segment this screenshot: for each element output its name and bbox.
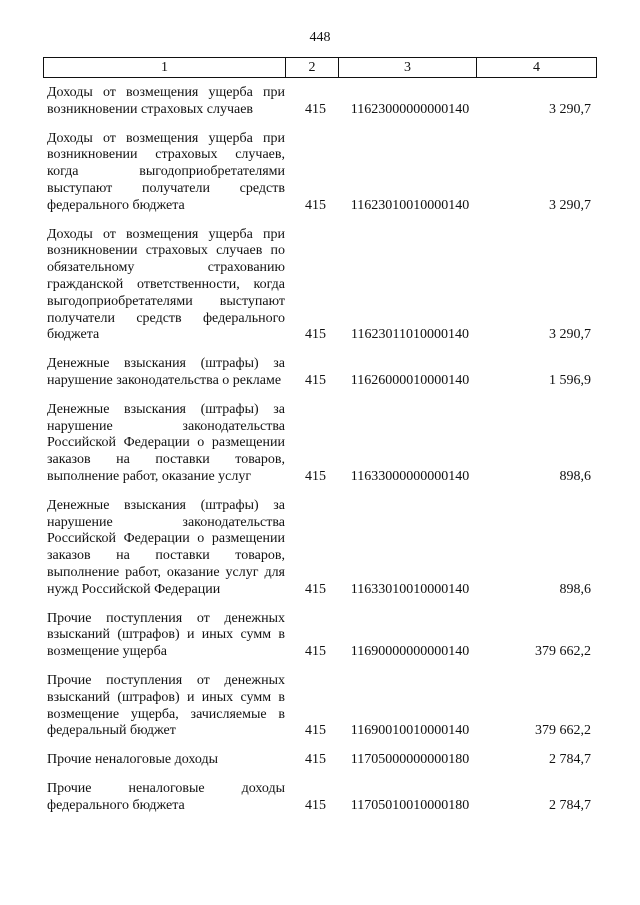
table-row (47, 227, 597, 345)
row-amount: 898,6 (559, 468, 591, 484)
table-body (47, 85, 597, 826)
row-admin-code: 415 (305, 468, 326, 484)
row-budget-code: 11690010010000140 (350, 723, 470, 739)
row-admin-code: 415 (305, 644, 326, 660)
table-row (47, 611, 597, 661)
row-amount: 3 290,7 (549, 101, 591, 117)
row-name: Денежные взыскания (штрафы) за нарушение законодательства о рекламе (47, 356, 285, 388)
row-budget-code: 11633010010000140 (350, 581, 470, 597)
table-row (47, 131, 597, 215)
row-admin-code: 415 (305, 581, 326, 597)
row-amount: 898,6 (559, 581, 591, 597)
row-name: Прочие поступления от денежных взысканий (штрафов) и иных сумм в возмещение ущерба (47, 610, 285, 660)
row-admin-code: 415 (305, 101, 326, 117)
row-name: Прочие неналоговые доходы федерального бюджета (47, 780, 285, 813)
row-budget-code: 11623010010000140 (350, 197, 470, 213)
row-budget-code: 11705000000000180 (350, 752, 470, 768)
table-row (47, 402, 597, 486)
row-budget-code: 11690000000000140 (350, 644, 470, 660)
row-budget-code: 11626000010000140 (350, 372, 470, 388)
row-budget-code: 11623000000000140 (350, 101, 470, 117)
row-admin-code: 415 (305, 372, 326, 388)
header-col-2: 2 (286, 58, 339, 77)
row-amount: 1 596,9 (549, 372, 591, 388)
table-row (47, 752, 597, 769)
header-col-4: 4 (533, 59, 540, 75)
row-admin-code: 415 (305, 752, 326, 768)
row-name: Денежные взыскания (штрафы) за нарушение законодательства Российской Федерации о размещении заказов на поставки товаров, выполнение работ, оказание услуг (47, 401, 285, 484)
row-budget-code: 11633000000000140 (350, 468, 470, 484)
row-amount: 3 290,7 (549, 197, 591, 213)
row-amount: 2 784,7 (549, 797, 591, 813)
row-amount: 379 662,2 (535, 644, 591, 660)
page-number: 448 (309, 30, 331, 45)
row-admin-code: 415 (305, 197, 326, 213)
header-col-1: 1 (44, 58, 286, 77)
row-name: Прочие поступления от денежных взысканий (штрафов) и иных сумм в возмещение ущерба, зачисляемые в федеральный бюджет (47, 672, 285, 739)
row-admin-code: 415 (305, 723, 326, 739)
table-row (47, 85, 597, 119)
row-name: Доходы от возмещения ущерба при возникновении страховых случаев по обязательному страхованию гражданской ответственности, когда выгодоприобретателями выступают получатели средств федерального бюджета (47, 226, 285, 343)
header-col-3: 3 (339, 58, 477, 77)
row-budget-code: 11623011010000140 (351, 327, 469, 343)
row-name: Доходы от возмещения ущерба при возникновении страховых случаев (47, 85, 285, 117)
row-amount: 3 290,7 (549, 327, 591, 343)
row-admin-code: 415 (305, 797, 326, 813)
row-name: Доходы от возмещения ущерба при возникновении страховых случаев, когда выгодоприобретателями выступают получатели средств федерального бюджета (47, 130, 285, 213)
table-row (47, 781, 597, 815)
row-name: Денежные взыскания (штрафы) за нарушение законодательства Российской Федерации о размещении заказов на поставки товаров, выполнение работ, оказание услуг для нужд Российской Федерации (47, 497, 285, 597)
row-admin-code: 415 (305, 327, 326, 343)
row-budget-code: 11705010010000180 (350, 797, 470, 813)
row-amount: 2 784,7 (549, 752, 591, 768)
table-row (47, 498, 597, 599)
row-amount: 379 662,2 (535, 723, 591, 739)
table-row (47, 673, 597, 740)
row-name: Прочие неналоговые доходы (47, 752, 219, 768)
table-header (43, 57, 597, 78)
table-row (47, 356, 597, 390)
